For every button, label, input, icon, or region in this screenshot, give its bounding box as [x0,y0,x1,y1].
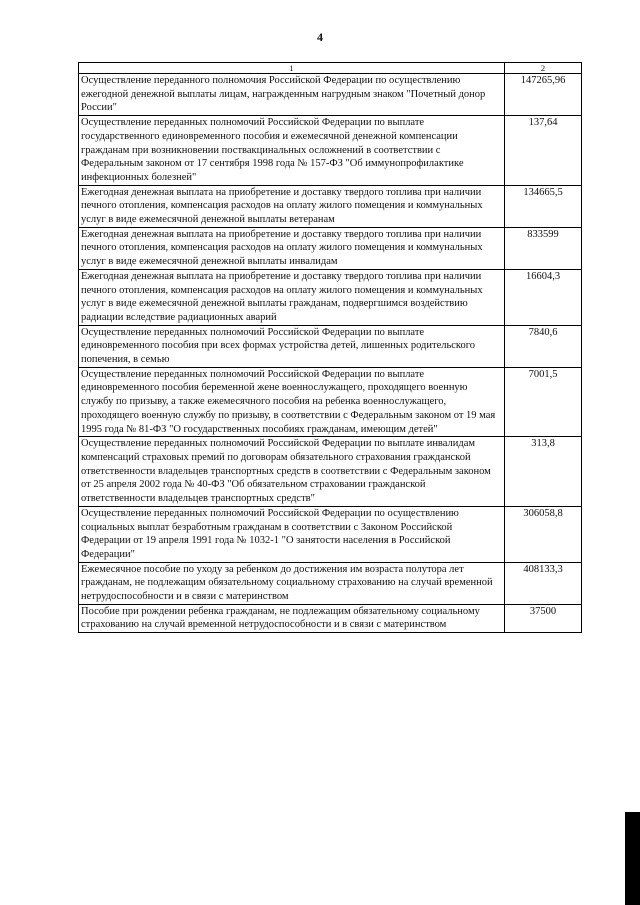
row-description: Осуществление переданных полномочий Российской Федерации по осуществлению социальных выплат безработным гражданам в соответствии с Законом Российской Федерации от 19 апреля 1991 года № 1032-1 "О занятости населения в Российской Федерации" [79,506,505,562]
table-row [79,185,582,227]
row-amount: 306058,8 [505,506,582,562]
row-amount: 833599 [505,227,582,269]
table-row [79,437,582,507]
row-description: Ежегодная денежная выплата на приобретение и доставку твердого топлива при наличии печного отопления, компенсация расходов на оплату жилого помещения и коммунальных услуг в виде ежемесячной денежной выплаты инвалидам [79,227,505,269]
page-number: 4 [317,30,323,44]
column-header-1: 1 [79,63,505,74]
row-amount: 137,64 [505,116,582,186]
row-amount: 147265,96 [505,74,582,116]
payments-table [78,62,582,633]
table-row [79,604,582,632]
row-amount: 7001,5 [505,367,582,437]
table-row [79,74,582,116]
table-row [79,367,582,437]
row-description: Осуществление переданных полномочий Российской Федерации по выплате единовременного пособия беременной жене военнослужащего, проходящего военную службу по призыву, а также ежемесячного пособия на ребенка военнослужащего, проходящего военную службу по призыву, в соответствии с Федеральным законом от 19 мая 1995 года № 81-ФЗ "О государственных пособиях гражданам, имеющим детей" [79,367,505,437]
row-amount: 16604,3 [505,269,582,325]
column-header-2: 2 [505,63,582,74]
row-description: Осуществление переданных полномочий Российской Федерации по выплате государственного единовременного пособия и ежемесячной денежной компенсации гражданам при возникновении поствакцинальных осложнений в соответствии с Федеральным законом от 17 сентября 1998 года № 157-ФЗ "Об иммунопрофилактике инфекционных болезней" [79,116,505,186]
table-row [79,116,582,186]
row-description: Осуществление переданного полномочия Российской Федерации по осуществлению ежегодной денежной выплаты лицам, награжденным нагрудным знаком "Почетный донор России" [79,74,505,116]
table-row [79,269,582,325]
table-row [79,227,582,269]
row-description: Ежемесячное пособие по уходу за ребенком до достижения им возраста полутора лет гражданам, не подлежащим обязательному социальному страхованию на случай временной нетрудоспособности и в связи с материнством [79,562,505,604]
row-description: Ежегодная денежная выплата на приобретение и доставку твердого топлива при наличии печного отопления, компенсация расходов на оплату жилого помещения и коммунальных услуг в виде ежемесячной денежной выплаты гражданам, подвергшимся воздействию радиации вследствие радиационных аварий [79,269,505,325]
scan-edge-mark [625,812,640,905]
row-description: Осуществление переданных полномочий Российской Федерации по выплате единовременного пособия при всех формах устройства детей, лишенных родительского попечения, в семью [79,325,505,367]
row-description: Осуществление переданных полномочий Российской Федерации по выплате инвалидам компенсаций страховых премий по договорам обязательного страхования гражданской ответственности владельцев транспортных средств в соответствии с Федеральным законом от 25 апреля 2002 года № 40-ФЗ "Об обязательном страховании гражданской ответственности владельцев транспортных средств" [79,437,505,507]
row-amount: 7840,6 [505,325,582,367]
row-amount: 134665,5 [505,185,582,227]
table-header-row [79,63,582,74]
row-amount: 408133,3 [505,562,582,604]
row-amount: 37500 [505,604,582,632]
table-row [79,562,582,604]
row-description: Ежегодная денежная выплата на приобретение и доставку твердого топлива при наличии печного отопления, компенсация расходов на оплату жилого помещения и коммунальных услуг в виде ежемесячной денежной выплаты ветеранам [79,185,505,227]
row-description: Пособие при рождении ребенка гражданам, не подлежащим обязательному социальному страхованию на случай временной нетрудоспособности и в связи с материнством [79,604,505,632]
table-row [79,506,582,562]
table-row [79,325,582,367]
row-amount: 313,8 [505,437,582,507]
